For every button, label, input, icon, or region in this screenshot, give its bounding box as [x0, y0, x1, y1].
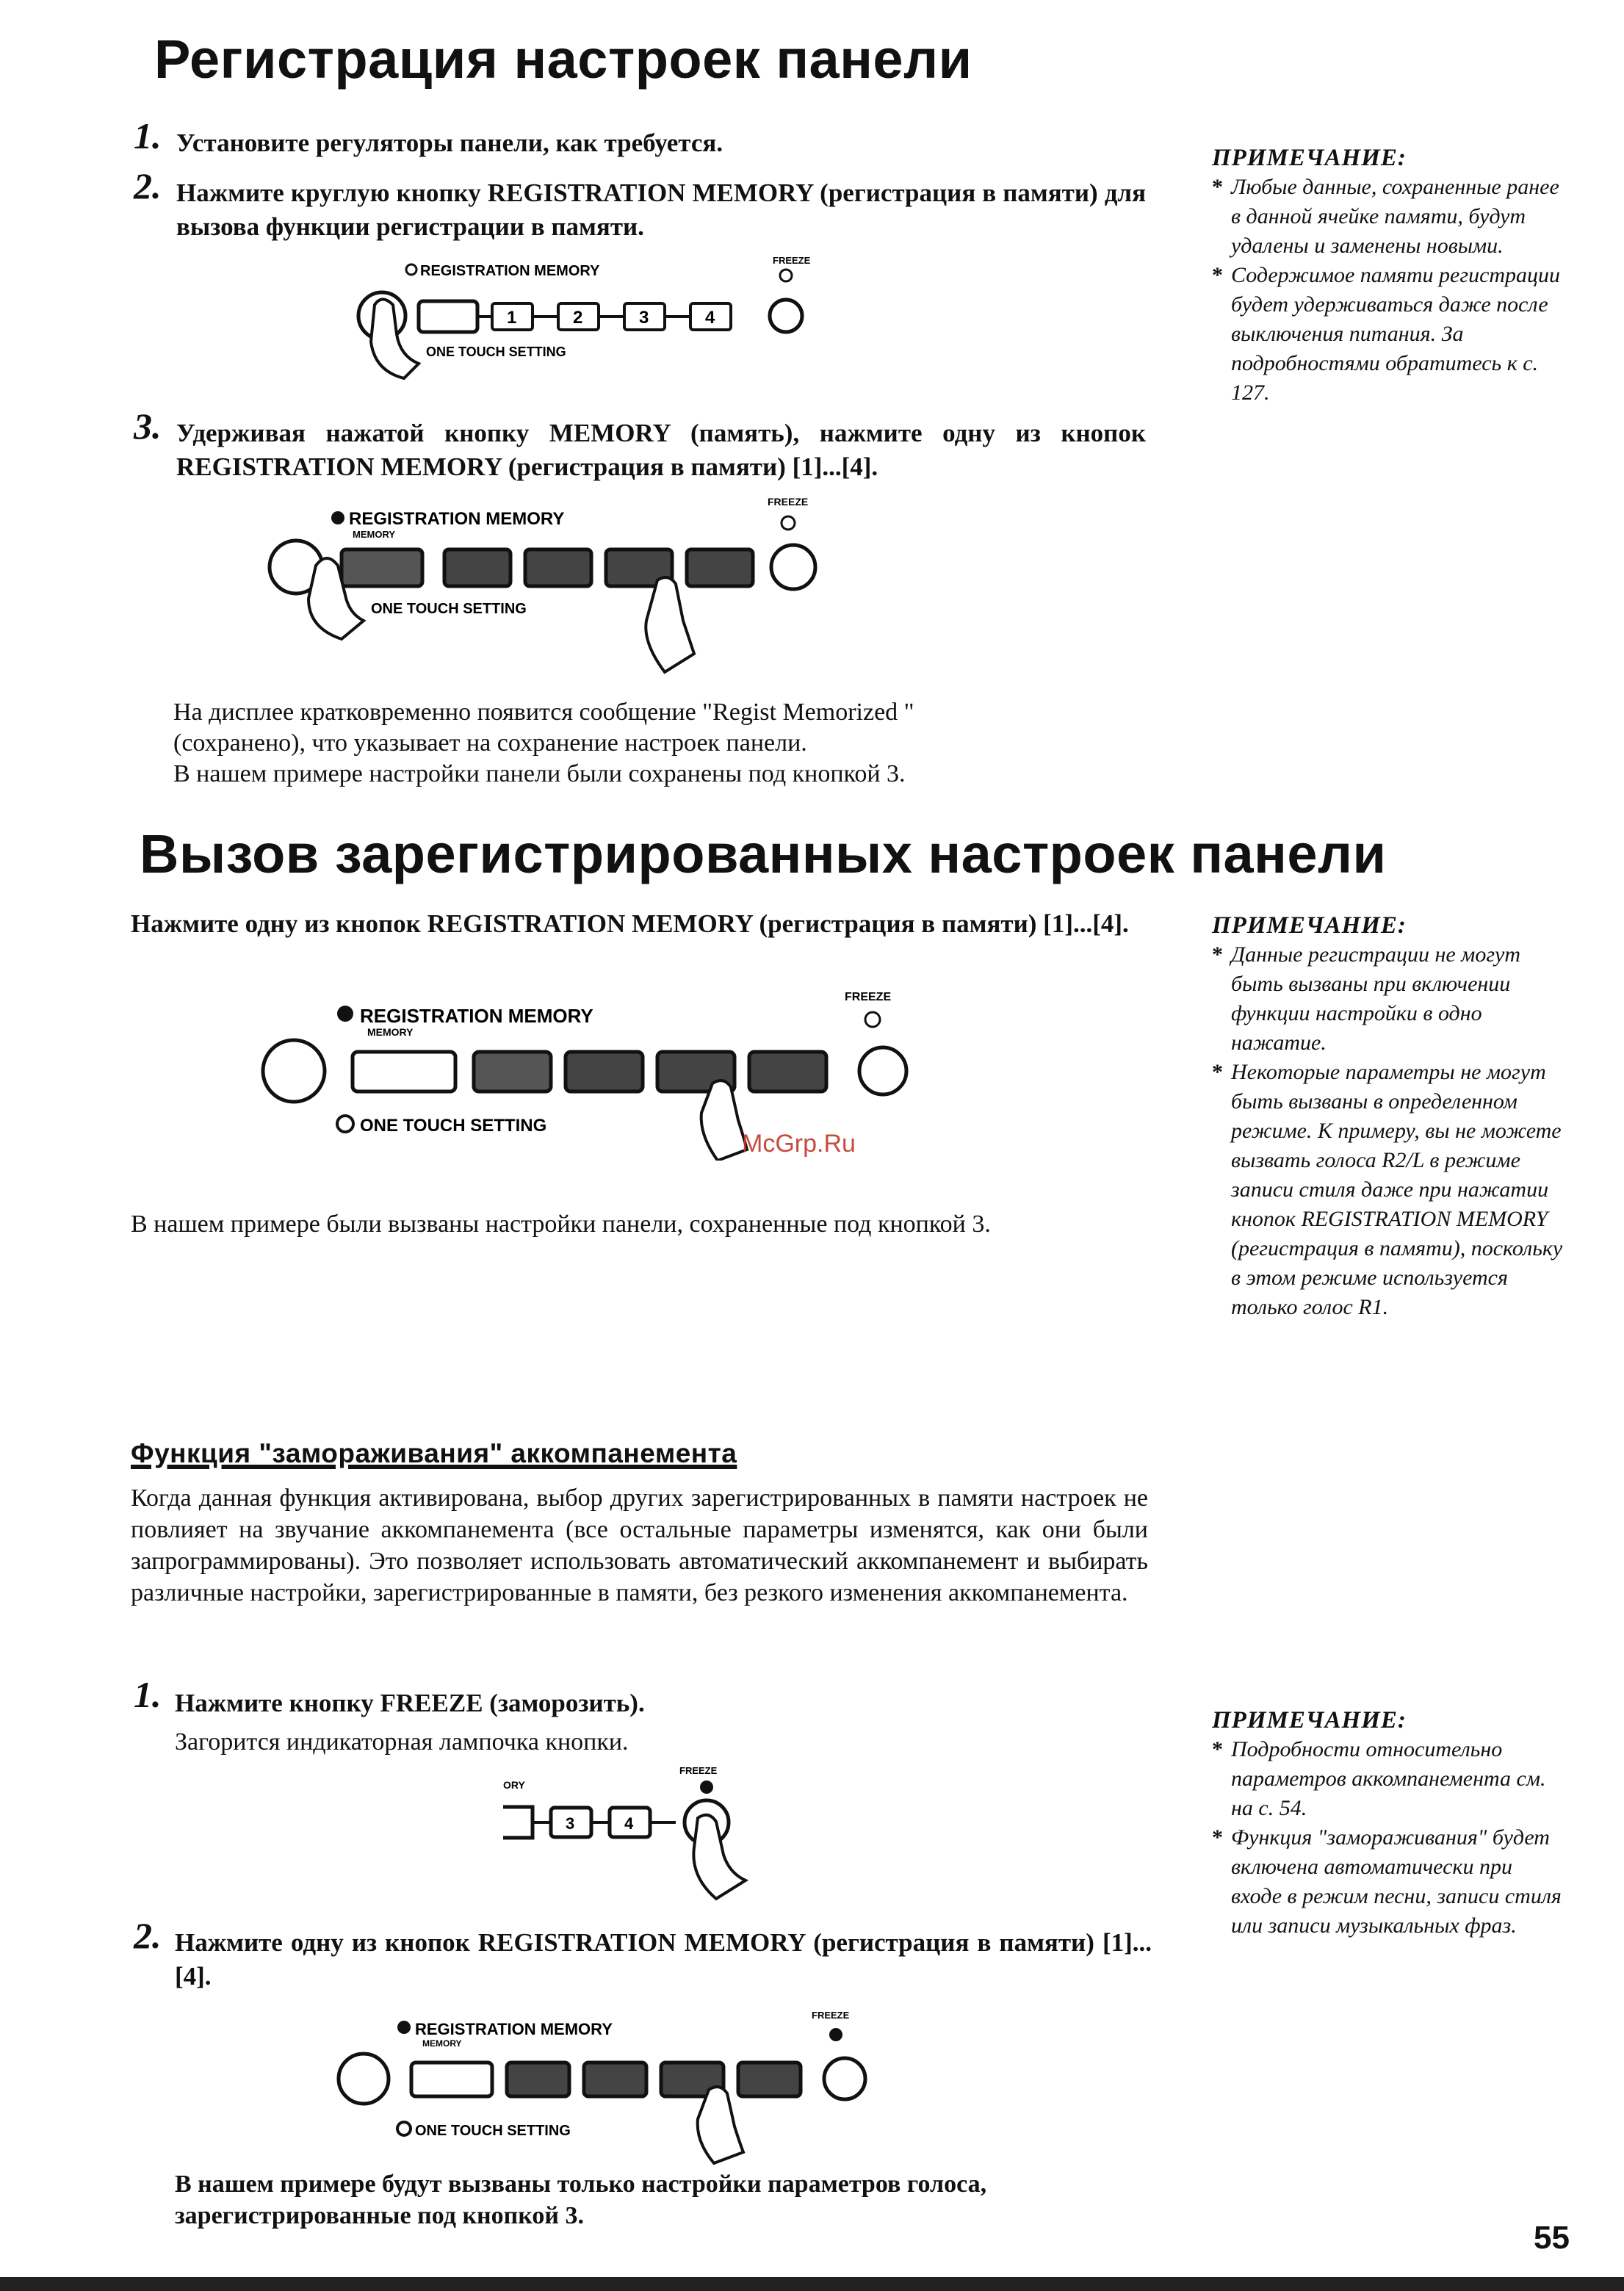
- registration-memory-label: REGISTRATION MEMORY: [420, 263, 600, 279]
- s3-step2-text: Нажмите одну из кнопок REGISTRATION MEMORY (регистрация в памяти) [1]...[4].: [175, 1928, 1152, 1991]
- section3-result-line2: зарегистрированные под кнопкой 3.: [175, 2202, 584, 2229]
- note-item: * Некоторые параметры не могут быть вызваны в определенном режиме. К примеру, вы не можете вызвать голоса R2/L в режиме записи стиля даже при нажатии кнопок REGISTRATION MEMORY (регистрация в памяти), поскольку в этом режиме используется только голос R1.: [1212, 1060, 1563, 1319]
- section1-result-line1: На дисплее кратковременно появится сообщение "Regist Memorized ": [173, 699, 914, 726]
- step3-text: Удерживая нажатой кнопку MEMORY (память), нажмите одну из кнопок REGISTRATION MEMORY (регистрация в памяти) [1]...[4].: [176, 419, 1146, 481]
- page-number: 55: [1534, 2220, 1570, 2256]
- note-item: * Функция "замораживания" будет включена автоматически при входе в режим песни, записи стиля или записи музыкальных фраз.: [1212, 1825, 1562, 1938]
- note-section1: [1212, 143, 1565, 408]
- panel-diagram-freeze-recall: [331, 2005, 889, 2167]
- section1-title: Регистрация настроек панели: [154, 29, 972, 90]
- svg-text:2: 2: [573, 308, 583, 328]
- section1-result-line2: (сохранено), что указывает на сохранение настроек панели.: [173, 729, 807, 757]
- s3-step1-text: Нажмите кнопку FREEZE (заморозить).: [175, 1689, 645, 1717]
- section2-result: В нашем примере были вызваны настройки панели, сохраненные под кнопкой 3.: [131, 1211, 991, 1238]
- section3-intro: Когда данная функция активирована, выбор других зарегистрированных в памяти настроек не повлияет на звучание аккомпанемента (все остальные параметры изменятся, как они были запрограммированы). Это позволяет использовать автоматический аккомпанемент и выбирать различные настройки, зарегистрированные в памяти, без резкого изменения аккомпанемента.: [131, 1484, 1148, 1606]
- note-title: ПРИМЕЧАНИЕ:: [1212, 1707, 1407, 1733]
- svg-text:MEMORY: MEMORY: [367, 1026, 414, 1038]
- note-item: * Данные регистрации не могут быть вызваны при включении функции настройки в одно нажатие.: [1212, 942, 1521, 1055]
- step3-number: 3.: [134, 405, 162, 447]
- svg-text:ONE TOUCH SETTING: ONE TOUCH SETTING: [371, 601, 527, 617]
- note-section3: [1212, 1706, 1565, 1941]
- note-item: * Любые данные, сохраненные ранее в данной ячейке памяти, будут удалены и заменены новыми.: [1212, 175, 1559, 258]
- svg-text:REGISTRATION MEMORY: REGISTRATION MEMORY: [349, 509, 565, 529]
- svg-text:3: 3: [566, 1814, 575, 1833]
- note-section2: [1212, 911, 1565, 1322]
- step2-text: Нажмите круглую кнопку REGISTRATION MEMORY (регистрация в памяти) для вызова функции регистрации в памяти.: [176, 178, 1146, 241]
- svg-text:FREEZE: FREEZE: [812, 2010, 850, 2021]
- svg-text:REGISTRATION MEMORY: REGISTRATION MEMORY: [415, 2020, 613, 2038]
- svg-text:4: 4: [624, 1814, 634, 1833]
- panel-diagram-step3: [261, 492, 834, 690]
- panel-diagram-step2: [345, 253, 823, 400]
- step2-number: 2.: [134, 165, 162, 206]
- note-title: ПРИМЕЧАНИЕ:: [1212, 912, 1407, 939]
- note-item: * Подробности относительно параметров аккомпанемента см. на с. 54.: [1212, 1737, 1546, 1820]
- note-item: * Содержимое памяти регистрации будет удерживаться даже после выключения питания. За подробностями обратитесь к с. 127.: [1212, 263, 1561, 405]
- svg-text:4: 4: [705, 308, 715, 328]
- section3-result-line1: В нашем примере будут вызваны только настройки параметров голоса,: [175, 2171, 987, 2198]
- svg-text:REGISTRATION MEMORY: REGISTRATION MEMORY: [360, 1005, 593, 1027]
- section1-result-line3: В нашем примере настройки панели были сохранены под кнопкой 3.: [173, 760, 906, 787]
- svg-text:MEMORY: MEMORY: [353, 529, 396, 540]
- scan-edge: [0, 2277, 1624, 2291]
- svg-text:ONE TOUCH SETTING: ONE TOUCH SETTING: [426, 344, 566, 359]
- step1-text: Установите регуляторы панели, как требуется.: [176, 129, 723, 157]
- svg-text:FREEZE: FREEZE: [768, 496, 809, 508]
- section2-instruction: Нажмите одну из кнопок REGISTRATION MEMORY (регистрация в памяти) [1]...[4].: [131, 909, 1129, 938]
- panel-diagram-freeze: [499, 1759, 779, 1906]
- svg-text:FREEZE: FREEZE: [679, 1765, 718, 1776]
- svg-text:ONE TOUCH SETTING: ONE TOUCH SETTING: [360, 1116, 547, 1136]
- s3-step2-number: 2.: [134, 1915, 162, 1956]
- freeze-label: FREEZE: [773, 255, 811, 266]
- svg-text:FREEZE: FREEZE: [845, 991, 892, 1003]
- svg-text:ORY: ORY: [503, 1779, 525, 1791]
- svg-text:ONE TOUCH SETTING: ONE TOUCH SETTING: [415, 2123, 571, 2139]
- svg-text:3: 3: [639, 308, 649, 328]
- svg-text:MEMORY: MEMORY: [422, 2038, 462, 2049]
- note-title: ПРИМЕЧАНИЕ:: [1212, 145, 1407, 171]
- watermark: McGrp.Ru: [742, 1130, 856, 1158]
- s3-step1-sub: Загорится индикаторная лампочка кнопки.: [175, 1728, 629, 1756]
- step1-number: 1.: [134, 115, 162, 156]
- section3-title: Функция "замораживания" аккомпанемента: [131, 1438, 737, 1468]
- svg-text:1: 1: [507, 308, 517, 328]
- section2-title: Вызов зарегистрированных настроек панели: [140, 823, 1387, 884]
- s3-step1-number: 1.: [134, 1674, 162, 1715]
